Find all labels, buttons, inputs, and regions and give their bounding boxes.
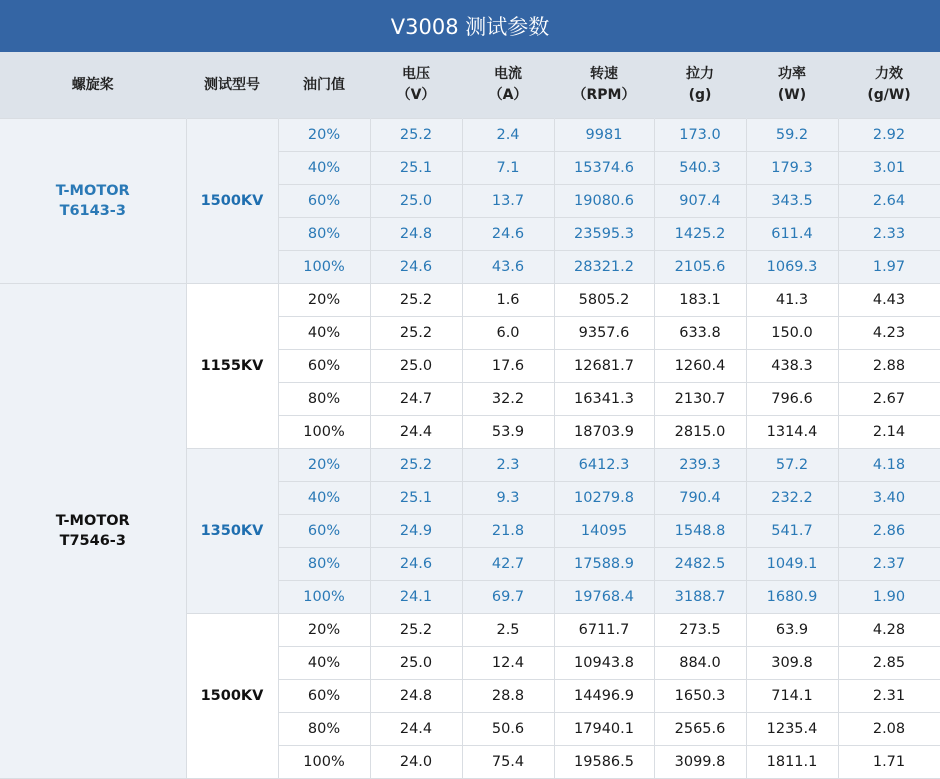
power-cell: 41.3 [746, 284, 838, 317]
voltage-cell: 25.0 [370, 185, 462, 218]
power-cell: 57.2 [746, 449, 838, 482]
thrust-cell: 3188.7 [654, 581, 746, 614]
current-cell: 1.6 [462, 284, 554, 317]
voltage-cell: 25.2 [370, 317, 462, 350]
power-cell: 179.3 [746, 152, 838, 185]
throttle-cell: 80% [278, 383, 370, 416]
rpm-cell: 28321.2 [554, 251, 654, 284]
voltage-cell: 24.8 [370, 680, 462, 713]
efficiency-cell: 1.97 [838, 251, 940, 284]
voltage-cell: 24.6 [370, 251, 462, 284]
power-cell: 541.7 [746, 515, 838, 548]
current-cell: 6.0 [462, 317, 554, 350]
efficiency-cell: 3.01 [838, 152, 940, 185]
header-row [0, 52, 940, 119]
rpm-cell: 5805.2 [554, 284, 654, 317]
efficiency-cell: 4.43 [838, 284, 940, 317]
efficiency-cell: 3.40 [838, 482, 940, 515]
voltage-cell: 25.2 [370, 614, 462, 647]
test-params-table [0, 52, 940, 779]
table-title: V3008 测试参数 [0, 0, 940, 52]
throttle-cell: 100% [278, 251, 370, 284]
current-cell: 17.6 [462, 350, 554, 383]
rpm-cell: 10943.8 [554, 647, 654, 680]
propeller-cell: T-MOTOR T6143-3 [0, 119, 186, 284]
thrust-cell: 633.8 [654, 317, 746, 350]
efficiency-cell: 4.23 [838, 317, 940, 350]
power-cell: 1069.3 [746, 251, 838, 284]
throttle-cell: 60% [278, 185, 370, 218]
voltage-cell: 25.1 [370, 152, 462, 185]
voltage-cell: 25.0 [370, 647, 462, 680]
thrust-cell: 790.4 [654, 482, 746, 515]
thrust-cell: 884.0 [654, 647, 746, 680]
power-cell: 232.2 [746, 482, 838, 515]
throttle-cell: 20% [278, 614, 370, 647]
throttle-cell: 60% [278, 515, 370, 548]
throttle-cell: 60% [278, 680, 370, 713]
thrust-cell: 540.3 [654, 152, 746, 185]
thrust-cell: 3099.8 [654, 746, 746, 779]
efficiency-cell: 2.31 [838, 680, 940, 713]
current-cell: 2.4 [462, 119, 554, 152]
header-current: 电流 （A） [462, 52, 554, 119]
power-cell: 1314.4 [746, 416, 838, 449]
voltage-cell: 24.7 [370, 383, 462, 416]
current-cell: 75.4 [462, 746, 554, 779]
voltage-cell: 24.4 [370, 713, 462, 746]
current-cell: 32.2 [462, 383, 554, 416]
efficiency-cell: 1.71 [838, 746, 940, 779]
voltage-cell: 24.1 [370, 581, 462, 614]
current-cell: 7.1 [462, 152, 554, 185]
rpm-cell: 17588.9 [554, 548, 654, 581]
throttle-cell: 20% [278, 449, 370, 482]
voltage-cell: 25.2 [370, 284, 462, 317]
voltage-cell: 25.2 [370, 119, 462, 152]
power-cell: 714.1 [746, 680, 838, 713]
efficiency-cell: 2.64 [838, 185, 940, 218]
throttle-cell: 100% [278, 416, 370, 449]
rpm-cell: 14496.9 [554, 680, 654, 713]
voltage-cell: 24.6 [370, 548, 462, 581]
current-cell: 2.5 [462, 614, 554, 647]
rpm-cell: 9357.6 [554, 317, 654, 350]
efficiency-cell: 2.67 [838, 383, 940, 416]
power-cell: 611.4 [746, 218, 838, 251]
throttle-cell: 20% [278, 119, 370, 152]
header-voltage: 电压 （V） [370, 52, 462, 119]
rpm-cell: 16341.3 [554, 383, 654, 416]
throttle-cell: 40% [278, 152, 370, 185]
header-rpm: 转速 （RPM） [554, 52, 654, 119]
power-cell: 63.9 [746, 614, 838, 647]
efficiency-cell: 2.37 [838, 548, 940, 581]
power-cell: 309.8 [746, 647, 838, 680]
rpm-cell: 15374.6 [554, 152, 654, 185]
model-cell: 1350KV [186, 449, 278, 614]
throttle-cell: 40% [278, 647, 370, 680]
thrust-cell: 183.1 [654, 284, 746, 317]
thrust-cell: 1425.2 [654, 218, 746, 251]
throttle-cell: 60% [278, 350, 370, 383]
voltage-cell: 25.1 [370, 482, 462, 515]
thrust-cell: 2130.7 [654, 383, 746, 416]
throttle-cell: 80% [278, 218, 370, 251]
current-cell: 9.3 [462, 482, 554, 515]
rpm-cell: 17940.1 [554, 713, 654, 746]
thrust-cell: 907.4 [654, 185, 746, 218]
header-propeller: 螺旋桨 [0, 52, 186, 119]
power-cell: 343.5 [746, 185, 838, 218]
current-cell: 12.4 [462, 647, 554, 680]
thrust-cell: 2565.6 [654, 713, 746, 746]
power-cell: 796.6 [746, 383, 838, 416]
current-cell: 21.8 [462, 515, 554, 548]
current-cell: 42.7 [462, 548, 554, 581]
efficiency-cell: 2.85 [838, 647, 940, 680]
power-cell: 1680.9 [746, 581, 838, 614]
current-cell: 13.7 [462, 185, 554, 218]
throttle-cell: 20% [278, 284, 370, 317]
table-row [0, 284, 940, 317]
power-cell: 1235.4 [746, 713, 838, 746]
power-cell: 150.0 [746, 317, 838, 350]
current-cell: 69.7 [462, 581, 554, 614]
efficiency-cell: 1.90 [838, 581, 940, 614]
model-cell: 1500KV [186, 614, 278, 779]
current-cell: 50.6 [462, 713, 554, 746]
throttle-cell: 40% [278, 317, 370, 350]
header-thrust: 拉力 (g) [654, 52, 746, 119]
voltage-cell: 24.0 [370, 746, 462, 779]
model-cell: 1155KV [186, 284, 278, 449]
efficiency-cell: 2.92 [838, 119, 940, 152]
efficiency-cell: 4.28 [838, 614, 940, 647]
header-efficiency: 力效 (g/W) [838, 52, 940, 119]
model-cell: 1500KV [186, 119, 278, 284]
thrust-cell: 2815.0 [654, 416, 746, 449]
efficiency-cell: 2.08 [838, 713, 940, 746]
rpm-cell: 12681.7 [554, 350, 654, 383]
thrust-cell: 173.0 [654, 119, 746, 152]
voltage-cell: 24.9 [370, 515, 462, 548]
power-cell: 1811.1 [746, 746, 838, 779]
power-cell: 438.3 [746, 350, 838, 383]
current-cell: 28.8 [462, 680, 554, 713]
rpm-cell: 6711.7 [554, 614, 654, 647]
voltage-cell: 24.8 [370, 218, 462, 251]
current-cell: 43.6 [462, 251, 554, 284]
header-throttle: 油门值 [278, 52, 370, 119]
throttle-cell: 80% [278, 548, 370, 581]
power-cell: 59.2 [746, 119, 838, 152]
voltage-cell: 25.0 [370, 350, 462, 383]
rpm-cell: 10279.8 [554, 482, 654, 515]
throttle-cell: 40% [278, 482, 370, 515]
thrust-cell: 1260.4 [654, 350, 746, 383]
rpm-cell: 9981 [554, 119, 654, 152]
rpm-cell: 23595.3 [554, 218, 654, 251]
efficiency-cell: 4.18 [838, 449, 940, 482]
rpm-cell: 14095 [554, 515, 654, 548]
thrust-cell: 239.3 [654, 449, 746, 482]
throttle-cell: 80% [278, 713, 370, 746]
thrust-cell: 1548.8 [654, 515, 746, 548]
current-cell: 24.6 [462, 218, 554, 251]
voltage-cell: 25.2 [370, 449, 462, 482]
power-cell: 1049.1 [746, 548, 838, 581]
rpm-cell: 6412.3 [554, 449, 654, 482]
efficiency-cell: 2.14 [838, 416, 940, 449]
voltage-cell: 24.4 [370, 416, 462, 449]
thrust-cell: 1650.3 [654, 680, 746, 713]
rpm-cell: 19586.5 [554, 746, 654, 779]
header-power: 功率 (W) [746, 52, 838, 119]
rpm-cell: 19768.4 [554, 581, 654, 614]
efficiency-cell: 2.88 [838, 350, 940, 383]
thrust-cell: 2105.6 [654, 251, 746, 284]
propeller-cell: T-MOTOR T7546-3 [0, 284, 186, 779]
efficiency-cell: 2.33 [838, 218, 940, 251]
efficiency-cell: 2.86 [838, 515, 940, 548]
rpm-cell: 18703.9 [554, 416, 654, 449]
throttle-cell: 100% [278, 581, 370, 614]
throttle-cell: 100% [278, 746, 370, 779]
current-cell: 2.3 [462, 449, 554, 482]
thrust-cell: 2482.5 [654, 548, 746, 581]
rpm-cell: 19080.6 [554, 185, 654, 218]
table-row [0, 119, 940, 152]
thrust-cell: 273.5 [654, 614, 746, 647]
header-model: 测试型号 [186, 52, 278, 119]
current-cell: 53.9 [462, 416, 554, 449]
